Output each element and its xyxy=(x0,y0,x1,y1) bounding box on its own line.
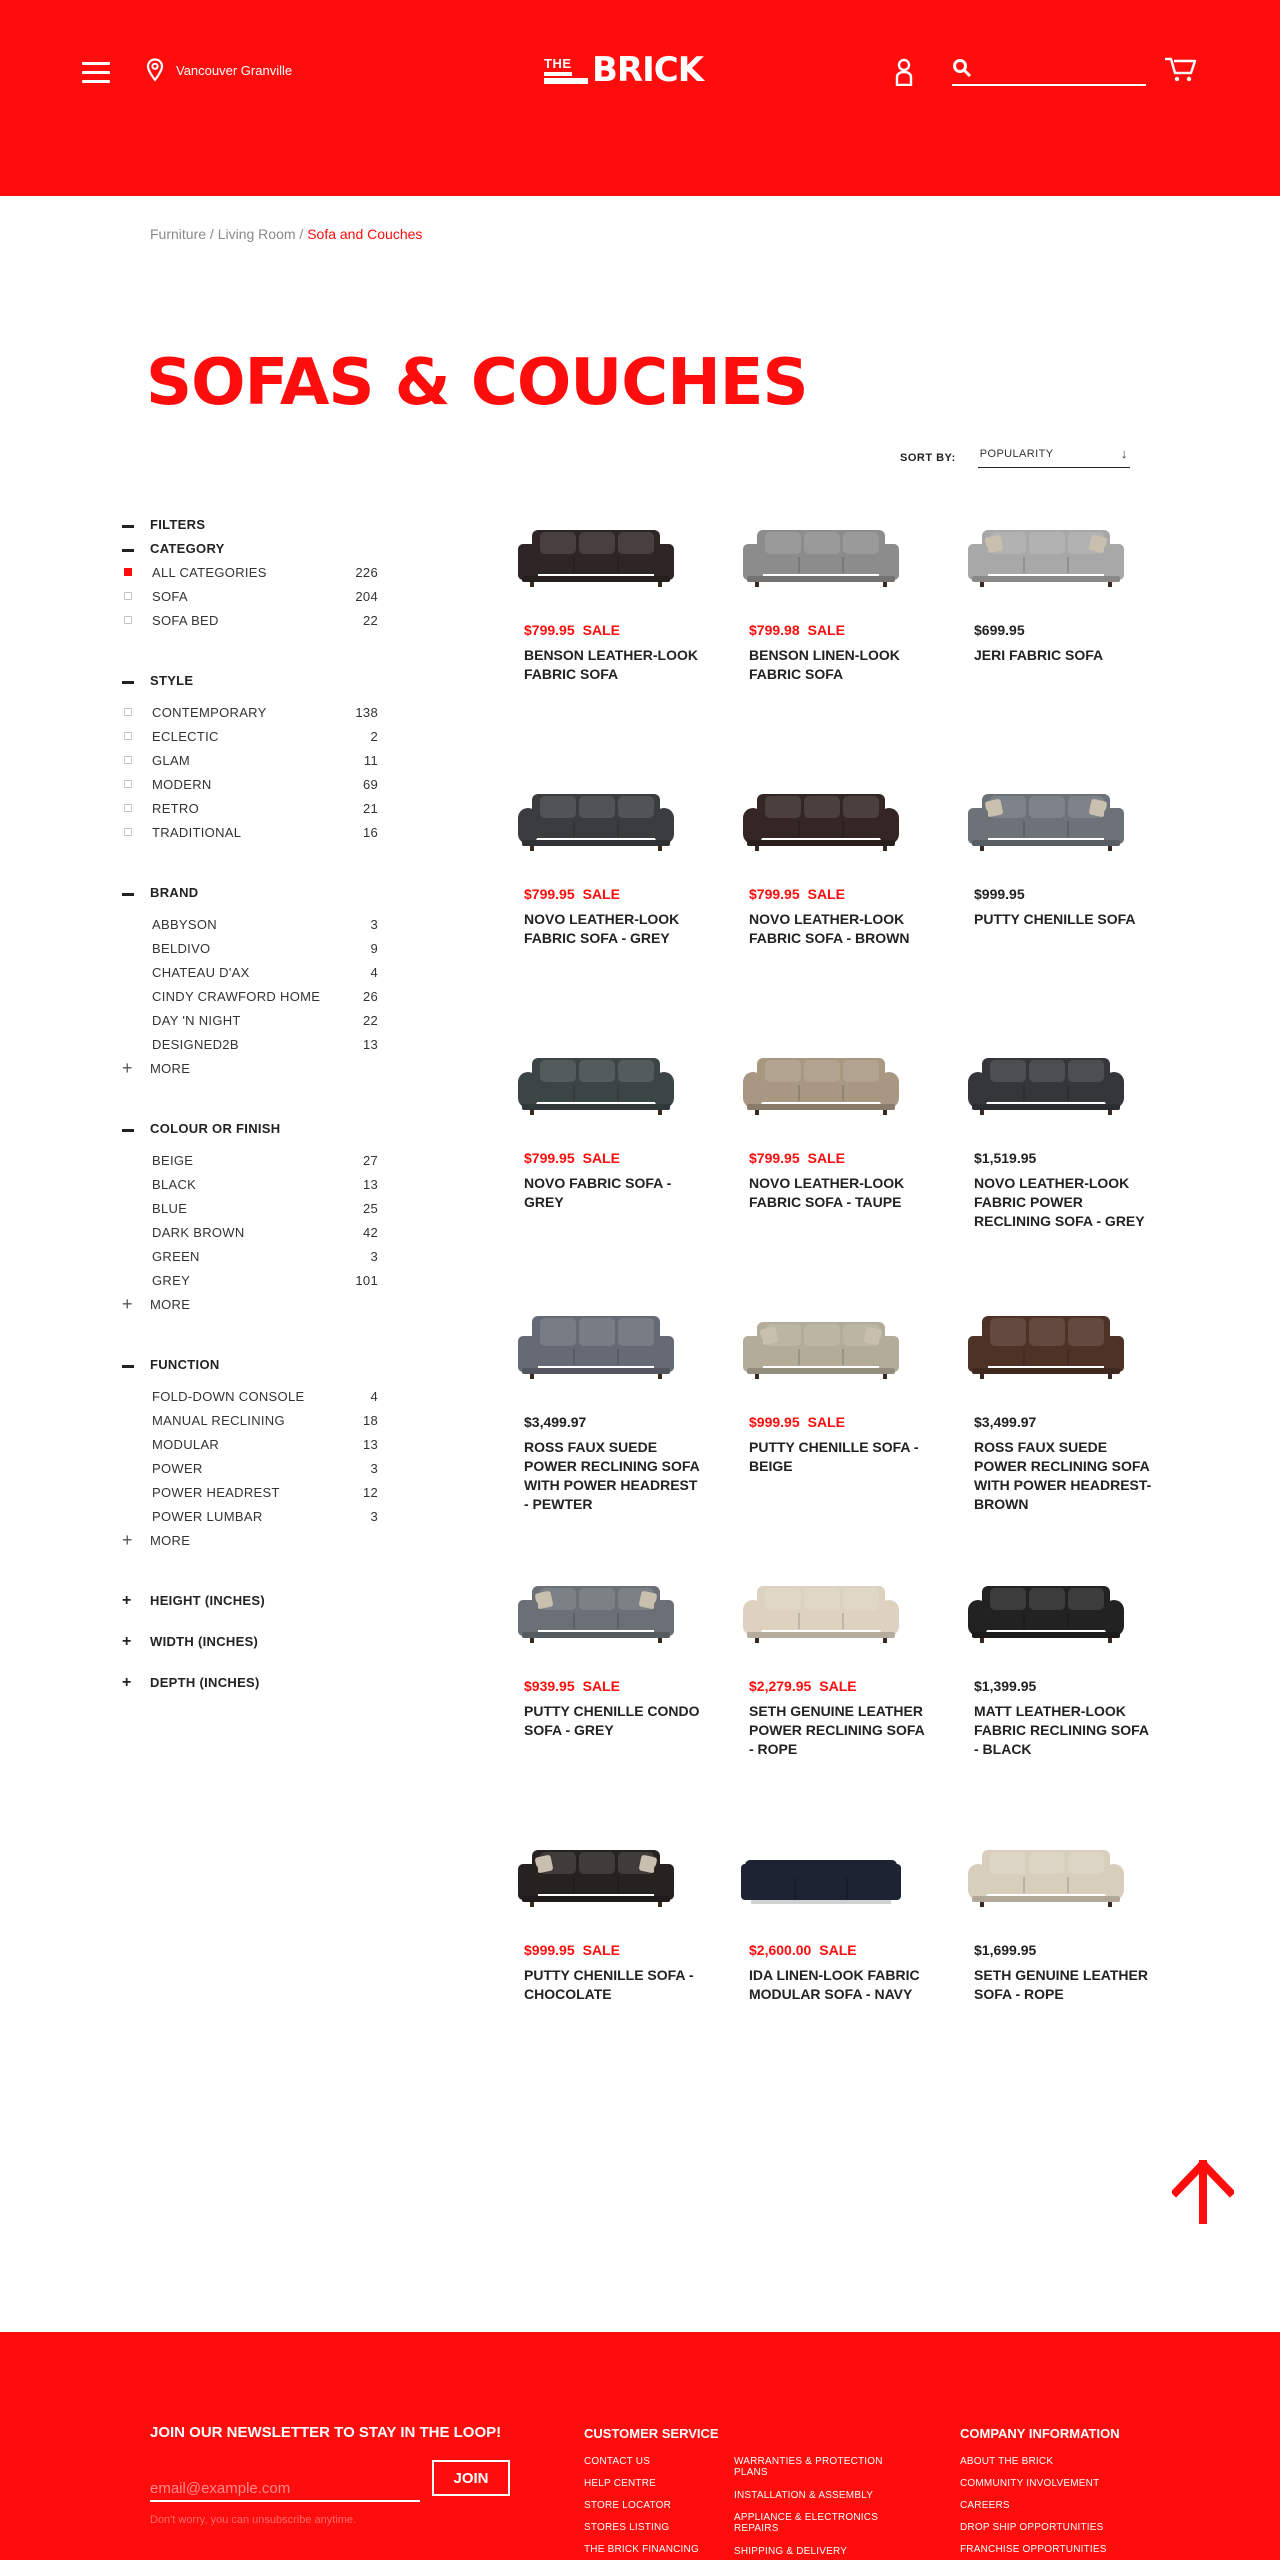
filter-option[interactable] xyxy=(122,1432,378,1456)
filter-group-title: FUNCTION xyxy=(150,1356,220,1372)
filter-option-count: 2 xyxy=(370,728,378,744)
sale-badge: SALE xyxy=(582,1942,620,1958)
product-name[interactable]: ROSS FAUX SUEDE POWER RECLINING SOFA WITH POWER HEADREST - PEWTER xyxy=(524,1439,700,1512)
store-location-label: Vancouver Granville xyxy=(176,62,293,78)
product-image[interactable] xyxy=(966,1038,1126,1132)
product-image[interactable] xyxy=(741,1566,901,1660)
filter-option-count: 226 xyxy=(355,564,378,580)
checkbox[interactable] xyxy=(124,708,132,716)
sofa-image xyxy=(741,774,901,868)
filter-option-count: 26 xyxy=(362,988,378,1004)
product-card[interactable] xyxy=(966,1302,1176,1552)
page-title: SOFAS & COUCHES xyxy=(146,346,808,420)
price-value: $2,600.00 xyxy=(749,1942,812,1958)
filter-option-count: 27 xyxy=(362,1152,378,1168)
footer-link[interactable]: APPLIANCE & ELECTRONICS REPAIRS xyxy=(734,2512,879,2534)
plus-icon: + xyxy=(122,1529,133,1550)
footer-link[interactable]: COMMUNITY INVOLVEMENT xyxy=(960,2478,1100,2489)
plus-icon: + xyxy=(122,1632,132,1650)
breadcrumb-separator: / xyxy=(206,226,218,242)
filter-group-category[interactable] xyxy=(122,536,378,560)
product-name[interactable]: NOVO LEATHER-LOOK FABRIC SOFA - TAUPE xyxy=(749,1175,905,1210)
product-price xyxy=(749,1942,857,1958)
minus-icon xyxy=(122,1129,134,1132)
filter-option[interactable] xyxy=(122,1008,378,1032)
sort-value: POPULARITY xyxy=(979,448,1054,460)
hamburger-menu-icon[interactable] xyxy=(82,62,110,84)
filter-option-count: 138 xyxy=(355,704,378,720)
product-card[interactable] xyxy=(516,774,726,1024)
filter-option[interactable] xyxy=(122,1480,378,1504)
filter-option[interactable] xyxy=(122,560,378,584)
filter-option[interactable] xyxy=(122,936,378,960)
filter-option-count: 3 xyxy=(370,1508,378,1524)
filter-option-label: POWER LUMBAR xyxy=(152,1508,263,1524)
price-value: $1,699.95 xyxy=(974,1942,1037,1958)
product-card[interactable] xyxy=(741,774,951,1024)
company-info-title: COMPANY INFORMATION xyxy=(960,2426,1120,2441)
filter-option-label: SOFA xyxy=(152,588,188,604)
footer-link[interactable]: WARRANTIES & PROTECTION PLANS xyxy=(734,2456,883,2478)
filter-option-label: DESIGNED2B xyxy=(152,1036,239,1052)
filter-option-label: ECLECTIC xyxy=(152,728,219,744)
product-card[interactable] xyxy=(516,1566,726,1816)
sofa-image xyxy=(516,1830,676,1924)
price-value: $2,279.95 xyxy=(749,1678,812,1694)
product-image[interactable] xyxy=(516,1302,676,1396)
plus-icon: + xyxy=(122,1293,133,1314)
product-image[interactable] xyxy=(966,1566,1126,1660)
checkbox[interactable] xyxy=(124,804,132,812)
search-input[interactable] xyxy=(980,56,1142,80)
product-price xyxy=(974,886,1025,902)
filter-group-colour[interactable] xyxy=(122,1116,378,1140)
filter-option[interactable] xyxy=(122,608,378,632)
product-image[interactable] xyxy=(741,1038,901,1132)
sofa-image xyxy=(741,1302,901,1396)
product-name[interactable]: PUTTY CHENILLE SOFA xyxy=(974,911,1136,927)
product-card[interactable] xyxy=(966,1566,1176,1816)
minus-icon xyxy=(122,549,134,552)
price-value: $1,399.95 xyxy=(974,1678,1037,1694)
filter-option-label: POWER HEADREST xyxy=(152,1484,280,1500)
filter-group-title: HEIGHT (INCHES) xyxy=(150,1593,265,1608)
filter-option[interactable] xyxy=(122,1032,378,1056)
filter-option-label: DARK BROWN xyxy=(152,1224,245,1240)
filter-option-label: GLAM xyxy=(152,752,191,768)
minus-icon xyxy=(122,1365,134,1368)
product-image[interactable] xyxy=(741,1302,901,1396)
filter-option-count: 22 xyxy=(362,1012,378,1028)
the-brick-logo[interactable] xyxy=(544,52,736,92)
breadcrumb-separator: / xyxy=(295,226,308,242)
product-name[interactable]: BENSON LEATHER-LOOK FABRIC SOFA xyxy=(524,647,698,682)
filter-option-label: GREY xyxy=(152,1272,191,1288)
product-price xyxy=(974,1678,1036,1694)
price-value: $999.95 xyxy=(524,1942,575,1958)
filter-group-brand[interactable] xyxy=(122,880,378,904)
store-location-selector[interactable] xyxy=(146,58,292,82)
colour-more-button[interactable] xyxy=(122,1292,378,1316)
filter-option[interactable] xyxy=(122,1172,378,1196)
product-image[interactable] xyxy=(966,1302,1126,1396)
footer-link[interactable]: THE BRICK FINANCING xyxy=(584,2544,699,2555)
product-price xyxy=(974,1942,1036,1958)
sofa-image xyxy=(516,1566,676,1660)
sofa-image xyxy=(966,1566,1126,1660)
price-value: $799.95 xyxy=(749,1150,800,1166)
filter-group-title: COLOUR OR FINISH xyxy=(150,1120,281,1136)
search-icon[interactable] xyxy=(952,58,972,78)
product-price xyxy=(524,886,620,902)
product-name[interactable]: SETH GENUINE LEATHER SOFA - ROPE xyxy=(974,1967,1148,2002)
product-image[interactable] xyxy=(966,510,1126,604)
filter-option-label: CHATEAU D'AX xyxy=(152,964,250,980)
filter-option[interactable] xyxy=(122,1148,378,1172)
brand-more-button[interactable] xyxy=(122,1056,378,1080)
footer-link[interactable]: STORES LISTING xyxy=(584,2522,670,2533)
product-card[interactable] xyxy=(741,1302,951,1552)
sofa-image xyxy=(516,1302,676,1396)
filter-option-count: 101 xyxy=(355,1272,378,1288)
product-price xyxy=(974,622,1025,638)
product-price xyxy=(524,1150,620,1166)
customer-service-title: CUSTOMER SERVICE xyxy=(584,2426,719,2441)
product-name[interactable]: PUTTY CHENILLE SOFA - BEIGE xyxy=(749,1439,919,1474)
filter-option-label: BLACK xyxy=(152,1176,197,1192)
sofa-image xyxy=(516,1038,676,1132)
account-icon[interactable] xyxy=(894,58,914,86)
footer-link[interactable]: DROP SHIP OPPORTUNITIES xyxy=(960,2522,1104,2533)
filter-option-count: 11 xyxy=(363,752,378,768)
minus-icon xyxy=(122,893,134,896)
checkbox[interactable] xyxy=(124,616,132,624)
filter-option-label: BEIGE xyxy=(152,1152,194,1168)
filter-option-label: MANUAL RECLINING xyxy=(152,1412,285,1428)
product-price xyxy=(524,1678,620,1694)
filter-group-title: WIDTH (INCHES) xyxy=(150,1634,259,1649)
filter-option-count: 25 xyxy=(362,1200,378,1216)
filter-option-count: 21 xyxy=(362,800,378,816)
breadcrumb-furniture[interactable]: Furniture xyxy=(150,226,207,242)
product-name[interactable]: SETH GENUINE LEATHER POWER RECLINING SOFA - ROPE xyxy=(749,1703,925,1757)
price-value: $939.95 xyxy=(524,1678,575,1694)
filter-option-label: ABBYSON xyxy=(152,916,217,932)
more-label: MORE xyxy=(150,1532,191,1548)
more-label: MORE xyxy=(150,1296,191,1312)
sale-badge: SALE xyxy=(582,622,620,638)
footer-link[interactable]: CAREERS xyxy=(960,2500,1010,2511)
product-image[interactable] xyxy=(741,510,901,604)
checkbox[interactable] xyxy=(124,828,132,836)
sale-badge: SALE xyxy=(582,886,620,902)
filter-option-label: RETRO xyxy=(152,800,199,816)
footer-link[interactable]: SHIPPING & DELIVERY xyxy=(734,2546,848,2557)
function-more-button[interactable] xyxy=(122,1528,378,1552)
newsletter-title: JOIN OUR NEWSLETTER TO STAY IN THE LOOP! xyxy=(150,2424,502,2441)
filter-option-label: ALL CATEGORIES xyxy=(152,564,267,580)
filter-option[interactable] xyxy=(122,912,378,936)
breadcrumb-current: Sofa and Couches xyxy=(307,226,423,242)
logo-brick-text: BRICK xyxy=(592,50,704,90)
product-card[interactable] xyxy=(516,1302,726,1552)
sort-label: SORT BY: xyxy=(900,452,956,464)
filter-option-label: BLUE xyxy=(152,1200,188,1216)
filter-group-title: BRAND xyxy=(150,884,199,900)
sofa-image xyxy=(966,1302,1126,1396)
filter-option-count: 16 xyxy=(362,824,378,840)
filter-group-depth[interactable] xyxy=(122,1662,378,1703)
price-value: $999.95 xyxy=(749,1414,800,1430)
product-card[interactable] xyxy=(741,510,951,760)
price-value: $3,499.97 xyxy=(524,1414,587,1430)
newsletter-note: Don't worry, you can unsubscribe anytime. xyxy=(150,2514,357,2526)
filter-option[interactable] xyxy=(122,1408,378,1432)
product-card[interactable] xyxy=(516,510,726,760)
sofa-image xyxy=(741,1038,901,1132)
sofa-image xyxy=(741,510,901,604)
sofa-image xyxy=(741,1830,901,1924)
filter-option[interactable] xyxy=(122,1384,378,1408)
filter-option-count: 42 xyxy=(362,1224,378,1240)
filter-option-count: 9 xyxy=(370,940,378,956)
sofa-image xyxy=(966,510,1126,604)
product-card[interactable] xyxy=(741,1830,951,2080)
filter-option-count: 13 xyxy=(362,1176,378,1192)
price-value: $799.95 xyxy=(524,1150,575,1166)
filter-option[interactable] xyxy=(122,724,378,748)
product-price xyxy=(974,1150,1036,1166)
filter-option-count: 13 xyxy=(362,1436,378,1452)
sofa-image xyxy=(966,774,1126,868)
product-name[interactable]: JERI FABRIC SOFA xyxy=(974,647,1104,663)
price-value: $799.95 xyxy=(749,886,800,902)
price-value: $3,499.97 xyxy=(974,1414,1037,1430)
product-card[interactable] xyxy=(966,1830,1176,2080)
checkbox[interactable] xyxy=(124,780,132,788)
product-price xyxy=(974,1414,1036,1430)
filter-group-function[interactable] xyxy=(122,1352,378,1376)
filter-option[interactable] xyxy=(122,700,378,724)
product-price xyxy=(749,886,845,902)
footer-link[interactable]: CONTACT US xyxy=(584,2456,651,2467)
sofa-image xyxy=(741,1566,901,1660)
product-card[interactable] xyxy=(741,1566,951,1816)
product-card[interactable] xyxy=(966,774,1176,1024)
sort-control xyxy=(900,448,1130,468)
sofa-image xyxy=(966,1830,1126,1924)
arrow-down-icon: ↓ xyxy=(1120,446,1128,461)
filter-group-width[interactable] xyxy=(122,1621,378,1662)
newsletter-join-button[interactable]: JOIN xyxy=(432,2460,510,2496)
product-image[interactable] xyxy=(741,1830,901,1924)
product-name[interactable]: NOVO LEATHER-LOOK FABRIC SOFA - GREY xyxy=(524,911,680,946)
price-value: $1,519.95 xyxy=(974,1150,1037,1166)
product-card[interactable] xyxy=(516,1830,726,2080)
filter-option[interactable] xyxy=(122,1456,378,1480)
product-price xyxy=(749,1414,845,1430)
footer-link[interactable]: ABOUT THE BRICK xyxy=(960,2456,1054,2467)
sofa-image xyxy=(516,510,676,604)
checkbox[interactable] xyxy=(124,756,132,764)
price-value: $999.95 xyxy=(974,886,1025,902)
product-image[interactable] xyxy=(966,1830,1126,1924)
filter-group-title: STYLE xyxy=(150,672,194,688)
plus-icon: + xyxy=(122,1673,132,1691)
product-price xyxy=(524,1414,586,1430)
sale-badge: SALE xyxy=(819,1942,857,1958)
product-card[interactable] xyxy=(516,1038,726,1288)
filter-option[interactable] xyxy=(122,984,378,1008)
filter-group-height[interactable] xyxy=(122,1580,378,1621)
filter-option-label: FOLD-DOWN CONSOLE xyxy=(152,1388,305,1404)
filter-option-label: TRADITIONAL xyxy=(152,824,242,840)
filter-option-label: CINDY CRAWFORD HOME xyxy=(152,988,321,1004)
price-value: $799.95 xyxy=(524,886,575,902)
plus-icon: + xyxy=(122,1591,132,1609)
product-image[interactable] xyxy=(516,1038,676,1132)
sofa-image xyxy=(966,1038,1126,1132)
sale-badge: SALE xyxy=(807,1150,845,1166)
filter-group-title: DEPTH (INCHES) xyxy=(150,1675,260,1690)
filter-option-count: 3 xyxy=(370,1460,378,1476)
filter-option[interactable] xyxy=(122,820,378,844)
footer-link[interactable]: FRANCHISE OPPORTUNITIES xyxy=(960,2544,1107,2555)
filter-option-count: 18 xyxy=(362,1412,378,1428)
filter-option[interactable] xyxy=(122,960,378,984)
price-value: $699.95 xyxy=(974,622,1025,638)
product-image[interactable] xyxy=(516,1566,676,1660)
filter-option[interactable] xyxy=(122,772,378,796)
price-value: $799.98 xyxy=(749,622,800,638)
footer-link[interactable]: HELP CENTRE xyxy=(584,2478,657,2489)
plus-icon: + xyxy=(122,1057,133,1078)
filter-option-label: MODULAR xyxy=(152,1436,220,1452)
breadcrumb-living-room[interactable]: Living Room xyxy=(217,226,296,242)
filter-option-count: 4 xyxy=(370,964,378,980)
product-price xyxy=(524,622,620,638)
filter-group-title: CATEGORY xyxy=(150,540,225,556)
newsletter-email-input[interactable] xyxy=(150,2476,420,2502)
breadcrumb xyxy=(150,226,422,242)
filter-option-label: SOFA BED xyxy=(152,612,219,628)
product-name[interactable]: PUTTY CHENILLE SOFA - CHOCOLATE xyxy=(524,1967,694,2002)
back-to-top-arrow-icon[interactable] xyxy=(1172,2160,1234,2224)
minus-icon xyxy=(122,681,134,684)
filter-option[interactable] xyxy=(122,1268,378,1292)
product-name[interactable]: NOVO LEATHER-LOOK FABRIC POWER RECLINING SOFA - GREY xyxy=(974,1175,1145,1229)
sale-badge: SALE xyxy=(807,622,845,638)
filter-option-label: MODERN xyxy=(152,776,212,792)
sale-badge: SALE xyxy=(807,886,845,902)
product-card[interactable] xyxy=(966,510,1176,760)
filter-option-count: 69 xyxy=(362,776,378,792)
filter-option-count: 4 xyxy=(370,1388,378,1404)
filter-option[interactable] xyxy=(122,584,378,608)
filter-option[interactable] xyxy=(122,796,378,820)
filter-option-label: CONTEMPORARY xyxy=(152,704,267,720)
product-name[interactable]: IDA LINEN-LOOK FABRIC MODULAR SOFA - NAVY xyxy=(749,1967,920,2002)
product-card[interactable] xyxy=(741,1038,951,1288)
product-card[interactable] xyxy=(966,1038,1176,1288)
product-image[interactable] xyxy=(741,774,901,868)
price-value: $799.95 xyxy=(524,622,575,638)
filter-group-style[interactable] xyxy=(122,668,378,692)
product-price xyxy=(749,622,845,638)
filter-option-label: DAY 'N NIGHT xyxy=(152,1012,241,1028)
more-label: MORE xyxy=(150,1060,191,1076)
product-name[interactable]: MATT LEATHER-LOOK FABRIC RECLINING SOFA - BLACK xyxy=(974,1703,1149,1757)
product-price xyxy=(749,1150,845,1166)
cart-icon[interactable] xyxy=(1164,56,1198,84)
filter-option-label: GREEN xyxy=(152,1248,200,1264)
product-image[interactable] xyxy=(516,510,676,604)
filters-title: FILTERS xyxy=(150,516,206,532)
product-name[interactable]: BENSON LINEN-LOOK FABRIC SOFA xyxy=(749,647,900,682)
site-header xyxy=(0,0,1280,196)
filter-option-count: 3 xyxy=(370,916,378,932)
product-image[interactable] xyxy=(516,1830,676,1924)
filters-panel xyxy=(122,512,378,1703)
sort-select[interactable] xyxy=(978,448,1130,468)
filter-option[interactable] xyxy=(122,1504,378,1528)
logo-bar xyxy=(544,78,588,84)
filter-option[interactable] xyxy=(122,1244,378,1268)
site-footer xyxy=(0,2332,1280,2560)
filter-option[interactable] xyxy=(122,1220,378,1244)
filter-option[interactable] xyxy=(122,1196,378,1220)
sale-badge: SALE xyxy=(807,1414,845,1430)
filter-option-label: POWER xyxy=(152,1460,203,1476)
logo-the-text: THE xyxy=(544,56,572,76)
filter-option-count: 3 xyxy=(370,1248,378,1264)
filter-option-count: 13 xyxy=(362,1036,378,1052)
sale-badge: SALE xyxy=(819,1678,857,1694)
product-price xyxy=(524,1942,620,1958)
search-box xyxy=(952,54,1146,86)
checkbox[interactable] xyxy=(124,568,132,576)
product-price xyxy=(749,1678,857,1694)
product-name[interactable]: NOVO LEATHER-LOOK FABRIC SOFA - BROWN xyxy=(749,911,910,946)
product-name[interactable]: PUTTY CHENILLE CONDO SOFA - GREY xyxy=(524,1703,700,1738)
product-name[interactable]: ROSS FAUX SUEDE POWER RECLINING SOFA WITH POWER HEADREST- BROWN xyxy=(974,1439,1152,1512)
product-image[interactable] xyxy=(966,774,1126,868)
filter-option-count: 12 xyxy=(362,1484,378,1500)
filter-option-count: 22 xyxy=(362,612,378,628)
product-name[interactable]: NOVO FABRIC SOFA - GREY xyxy=(524,1175,672,1210)
footer-link[interactable]: STORE LOCATOR xyxy=(584,2500,672,2511)
minus-icon xyxy=(122,525,134,528)
map-pin-icon xyxy=(146,58,164,82)
sale-badge: SALE xyxy=(582,1150,620,1166)
sofa-image xyxy=(516,774,676,868)
sale-badge: SALE xyxy=(582,1678,620,1694)
filter-option[interactable] xyxy=(122,748,378,772)
checkbox[interactable] xyxy=(124,732,132,740)
product-image[interactable] xyxy=(516,774,676,868)
footer-link[interactable]: INSTALLATION & ASSEMBLY xyxy=(734,2490,874,2501)
checkbox[interactable] xyxy=(124,592,132,600)
filters-toggle[interactable] xyxy=(122,512,378,536)
filter-option-label: BELDIVO xyxy=(152,940,211,956)
filter-option-count: 204 xyxy=(355,588,378,604)
